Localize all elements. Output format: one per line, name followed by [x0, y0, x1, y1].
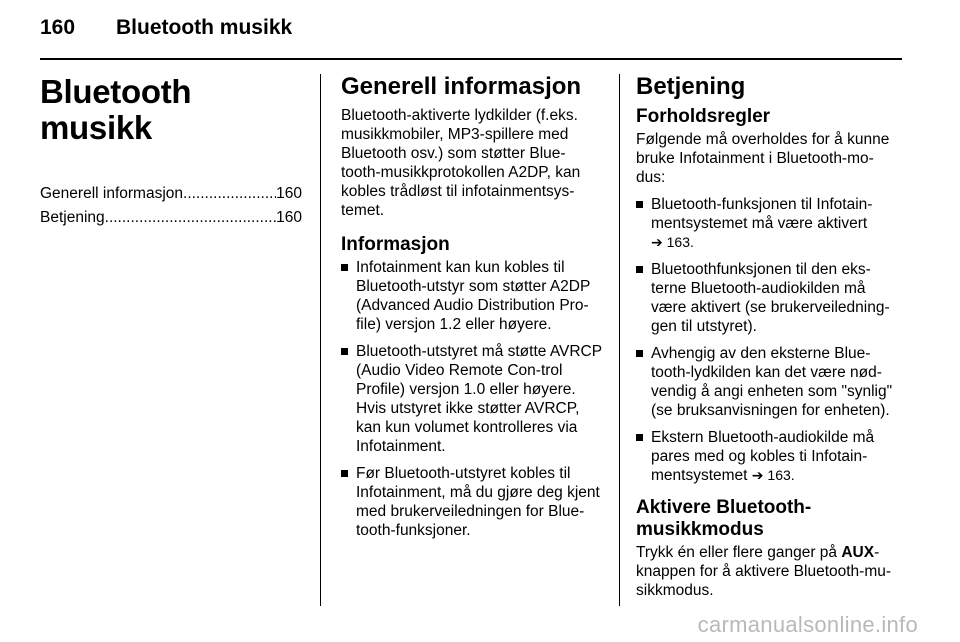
operation-column — [636, 74, 902, 600]
list-item — [636, 195, 902, 252]
list-item-text: Avhengig av den eksterne Blue-tooth-lydkilden kan det være nød-vendig å angi enheten som "synlig" (se bruksanvisningen for enheten). — [651, 345, 893, 419]
subsection-title-info: Informasjon — [341, 234, 450, 255]
watermark: carmanualsonline.info — [697, 612, 918, 637]
info-list — [341, 258, 603, 540]
list-item — [636, 344, 902, 420]
list-item-text: Bluetoothfunksjonen til den eks-terne Bluetooth-audiokilden må være aktivert (se brukerveiledning-gen til utstyret). — [651, 261, 890, 335]
section-title-general: Generell informasjon — [341, 73, 582, 100]
chapter-column — [40, 74, 302, 230]
list-item-text: Bluetooth-funksjonen til Infotain-mentsystemet må være aktivert — [651, 196, 873, 232]
toc-leader — [105, 206, 276, 230]
toc-entry[interactable] — [40, 182, 302, 206]
running-header-title: Bluetooth musikk — [116, 16, 293, 39]
toc-entry[interactable] — [40, 206, 302, 230]
general-intro: Bluetooth-aktiverte lydkilder (f.eks. musikkmobiler, MP3-spillere med Bluetooth osv.) som støtter Blue-tooth-musikkprotokollen A2DP, kan kobles trådløst til infotainmentsys-temet. — [341, 107, 581, 219]
precautions-list — [636, 195, 902, 485]
page-reference[interactable]: ➔ 163. — [751, 467, 795, 483]
toc-leader — [183, 182, 276, 206]
list-item — [636, 260, 902, 336]
precautions-intro: Følgende må overholdes for å kunne bruke Infotainment i Bluetooth-mo-dus: — [636, 131, 890, 186]
column-divider — [619, 74, 620, 606]
toc-entry-label: Generell informasjon — [40, 185, 184, 202]
list-item-text: Ekstern Bluetooth-audiokilde må pares med og kobles ti Infotain-mentsystemet — [651, 429, 875, 484]
subsection-title-precautions: Forholdsregler — [636, 106, 771, 127]
toc-entry-page: 160 — [276, 209, 302, 226]
toc-entry-page: 160 — [276, 185, 302, 202]
running-header — [40, 16, 292, 40]
activate-text: Trykk én eller flere ganger på — [636, 544, 842, 561]
chapter-title: Bluetooth musikk — [40, 73, 192, 146]
toc-entry-label: Betjening — [40, 209, 105, 226]
page-number: 160 — [40, 16, 76, 39]
header-rule — [40, 58, 902, 60]
subsection-title-activate: Aktivere Bluetooth-musikkmodus — [636, 497, 812, 540]
activate-instructions — [636, 543, 902, 600]
list-item: Infotainment kan kun kobles til Bluetooth-utstyr som støtter A2DP (Advanced Audio Distribution Pro-file) versjon 1.2 eller høyere. — [341, 258, 603, 334]
aux-key-label: AUX — [841, 544, 875, 561]
page-reference[interactable]: ➔ 163. — [651, 234, 694, 250]
activate-text: -knappen for å aktivere Bluetooth-mu-sikkmodus. — [636, 544, 892, 599]
column-divider — [320, 74, 321, 606]
general-info-column — [341, 74, 603, 548]
list-item: Før Bluetooth-utstyret kobles til Infotainment, må du gjøre deg kjent med brukerveiledningen for Blue-tooth-funksjoner. — [341, 464, 603, 540]
section-title-operation: Betjening — [636, 73, 746, 100]
list-item — [636, 428, 902, 485]
list-item: Bluetooth-utstyret må støtte AVRCP (Audio Video Remote Con-trol Profile) versjon 1.0 eller høyere. Hvis utstyret ikke støtter AVRCP, kan kun volumet kontrolleres via Infotainment. — [341, 342, 603, 456]
